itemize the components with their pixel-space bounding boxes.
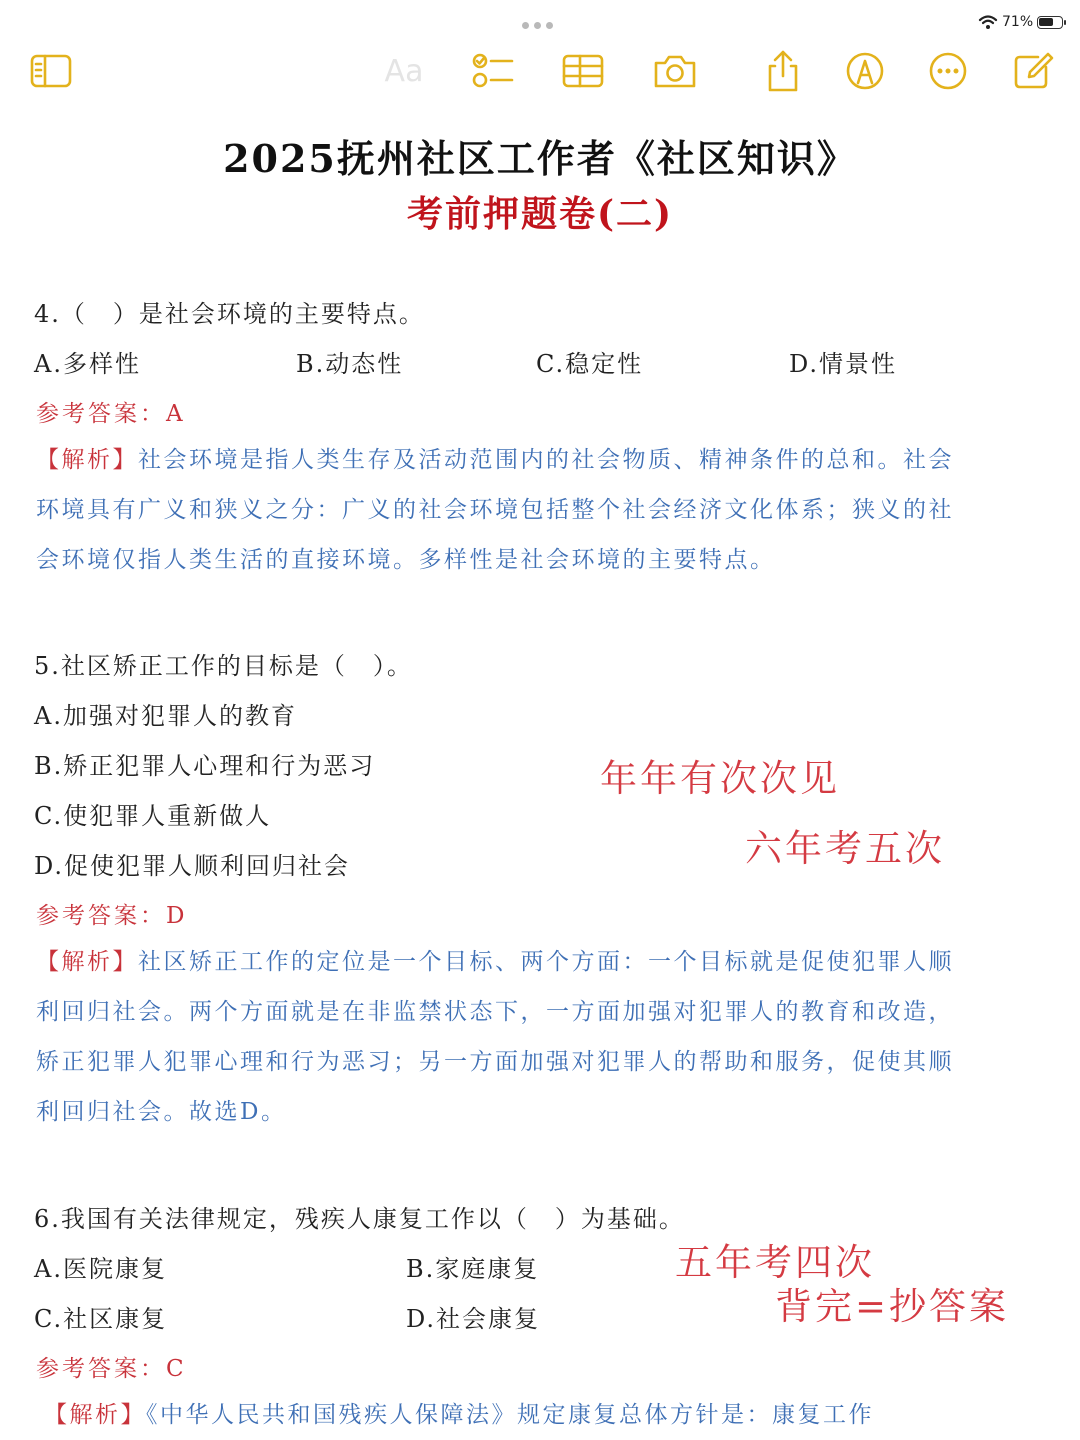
handwritten-note: 六年考五次 — [745, 827, 945, 870]
share-icon[interactable] — [760, 48, 806, 94]
handwritten-note: 年年有次次见 — [600, 757, 840, 800]
table-icon[interactable] — [560, 48, 606, 94]
q5-answer: 参考答案：D — [36, 903, 188, 929]
q4-explanation-line: 会环境仅指人类生活的直接环境。多样性是社会环境的主要特点。 — [36, 547, 776, 573]
toolbar — [0, 48, 1080, 94]
question-6: 6.我国有关法律规定，残疾人康复工作以（ ）为基础。 — [34, 1205, 685, 1233]
compose-icon[interactable] — [1010, 48, 1056, 94]
q5-explanation-line: 矫正犯罪人犯罪心理和行为恶习；另一方面加强对犯罪人的帮助和服务，促使其顺 — [36, 1049, 954, 1075]
q5-explanation-line: 利回归社会。故选D。 — [36, 1099, 287, 1125]
document-subtitle: 考前押题卷(二) — [406, 193, 674, 235]
q4-explanation-line: 社会环境是指人类生存及活动范围内的社会物质、精神条件的总和。社会 — [138, 447, 954, 473]
q4-option-c: C.稳定性 — [536, 350, 644, 378]
q5-option-d: D.促使犯罪人顺利回归社会 — [34, 852, 351, 880]
q6-explanation-line: 《中华人民共和国残疾人保障法》规定康复总体方针是：康复工作 — [146, 1402, 874, 1428]
handwritten-note: 五年考四次 — [675, 1241, 875, 1284]
multitasking-dots-icon[interactable] — [522, 22, 553, 29]
q5-explanation — [36, 937, 1046, 1137]
camera-icon[interactable] — [652, 48, 698, 94]
q4-explanation-line: 环境具有广义和狭义之分：广义的社会环境包括整个社会经济文化体系；狭义的社 — [36, 497, 954, 523]
text-format-icon[interactable]: Aa — [384, 53, 424, 89]
q6-option-c: C.社区康复 — [34, 1305, 168, 1333]
question-5: 5.社区矫正工作的目标是（ ）。 — [34, 652, 413, 680]
question-4: 4.（ ）是社会环境的主要特点。 — [34, 300, 425, 328]
q4-option-d: D.情景性 — [789, 350, 898, 378]
q5-explanation-line: 社区矫正工作的定位是一个目标、两个方面：一个目标就是促使犯罪人顺 — [138, 949, 954, 975]
explanation-tag: 【解析】 — [36, 447, 138, 473]
q4-explanation — [36, 435, 1046, 585]
battery-percentage: 71% — [1002, 14, 1034, 30]
sidebar-icon[interactable] — [28, 48, 74, 94]
handwritten-note: 背完=抄答案 — [775, 1285, 1010, 1328]
checklist-icon[interactable] — [470, 48, 516, 94]
q5-option-b: B.矫正犯罪人心理和行为恶习 — [34, 752, 376, 780]
q4-option-b: B.动态性 — [296, 350, 404, 378]
battery-icon — [1037, 16, 1063, 29]
more-icon[interactable] — [925, 48, 971, 94]
status-bar — [0, 10, 1080, 40]
q5-option-c: C.使犯罪人重新做人 — [34, 802, 272, 830]
q4-answer: 参考答案：A — [36, 401, 186, 427]
q6-option-a: A.医院康复 — [34, 1255, 167, 1283]
q5-explanation-line: 利回归社会。两个方面就是在非监禁状态下，一方面加强对犯罪人的教育和改造， — [36, 999, 954, 1025]
document-title: 2025抚州社区工作者《社区知识》 — [223, 136, 857, 181]
q5-option-a: A.加强对犯罪人的教育 — [34, 702, 297, 730]
q6-option-b: B.家庭康复 — [406, 1255, 540, 1283]
markup-icon[interactable] — [842, 48, 888, 94]
q4-option-a: A.多样性 — [34, 350, 141, 378]
wifi-icon — [978, 14, 998, 30]
explanation-tag: 【解析】 — [44, 1402, 146, 1428]
q6-explanation — [44, 1390, 1054, 1440]
explanation-tag: 【解析】 — [36, 949, 138, 975]
q6-answer: 参考答案：C — [36, 1356, 187, 1382]
q6-option-d: D.社会康复 — [406, 1305, 541, 1333]
